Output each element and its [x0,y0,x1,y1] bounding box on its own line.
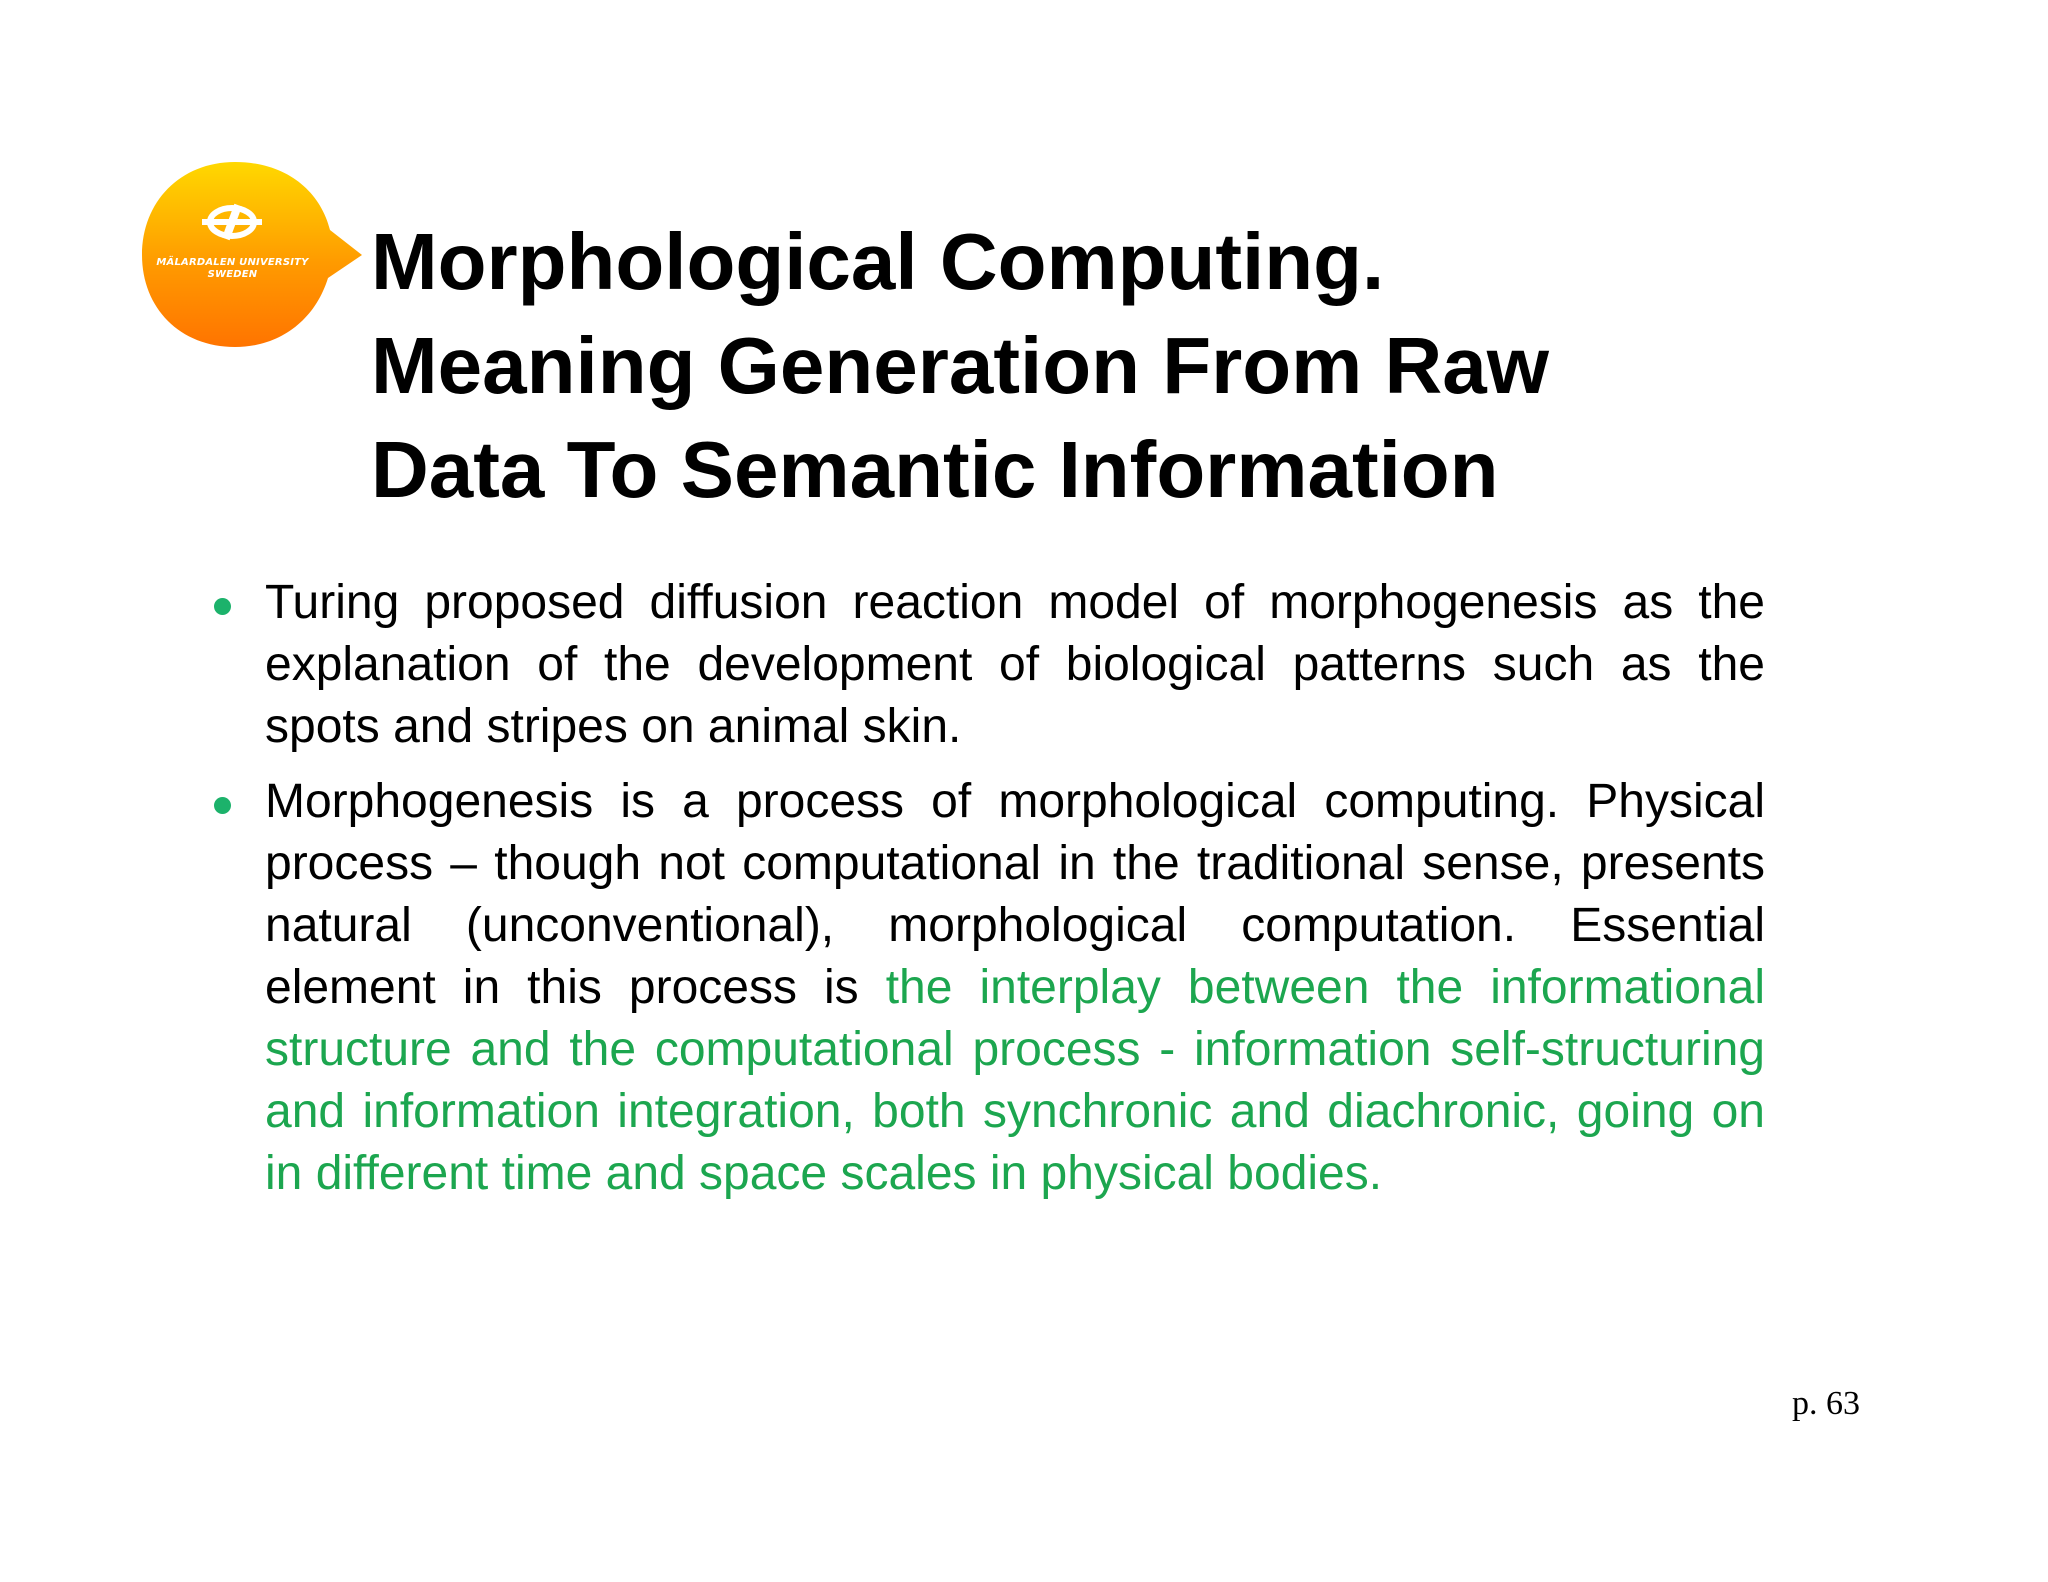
bullet-text: Morphogenesis is a process of morphological computing. Physical process – though not computational in the traditional sense, presents natural (unconventional), morphological computation. Essential element in this process is [265,775,1765,1014]
logo-bubble-icon [140,160,365,350]
title-line-1: Morphological Computing. [371,217,1385,306]
bullet-dot-icon [214,797,231,814]
bullet-dot-icon [214,598,231,615]
logo-name-line1: MÄLARDALEN UNIVERSITY [156,257,309,268]
bullet-item [210,572,1765,758]
university-logo [140,160,365,350]
bullet-list [210,572,1765,1218]
page-number: p. 63 [1792,1385,1860,1422]
title-line-3: Data To Semantic Information [371,425,1499,514]
logo-name-line2: SWEDEN [207,269,258,280]
title-line-2: Meaning Generation From Raw [371,321,1549,410]
bullet-item [210,771,1765,1205]
logo-text [140,257,325,281]
slide-title [371,210,1771,522]
bullet-highlight-text: the interplay between the informational structure and the computational process - information self-structuring and information integration, both synchronic and diachronic, going on in different time and space scales in physical bodies. [265,961,1766,1200]
bullet-text: Turing proposed diffusion reaction model of morphogenesis as the explanation of the development of biological patterns such as the spots and stripes on animal skin. [265,576,1765,753]
